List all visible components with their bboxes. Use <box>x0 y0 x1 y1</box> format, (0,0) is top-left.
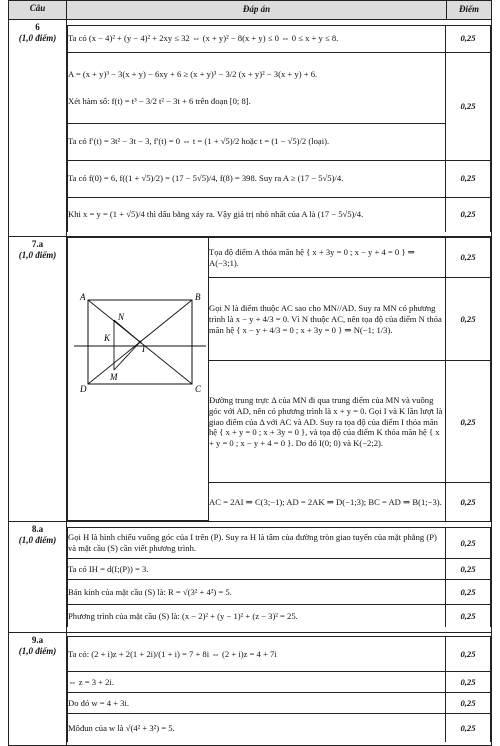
q8-step-text: Bán kính của mặt cầu (S) là: R = √(3² + 4²) = 5. <box>68 580 446 605</box>
q8-step-text: Phương trình của mặt cầu (S) là: (x − 2)² + (y − 1)² + (z − 3)² = 25. <box>68 605 446 628</box>
q7-points: (1,0 điểm) <box>18 250 57 261</box>
q6-step-score: 0,25 <box>446 25 491 52</box>
table-header <box>9 1 492 20</box>
q7-label-cell <box>9 237 67 522</box>
answer-table <box>8 0 492 746</box>
q8-body <box>67 522 492 633</box>
q7-figure-cell <box>68 238 209 521</box>
rectangle-figure <box>68 238 208 520</box>
q9-row <box>68 693 491 714</box>
q9-number: 9.a <box>31 635 44 645</box>
q7-number: 7.a <box>31 239 44 249</box>
q7-step-score: 0,25 <box>446 483 491 521</box>
q9-step-score: 0,25 <box>446 693 491 714</box>
header-answer: Đáp án <box>67 1 447 20</box>
q6-step-text: Ta có (x − 4)² + (y − 4)² + 2xy ≤ 32 ⇔ (x + y)² − 8(x + y) ≤ 0 ⇔ 0 ≤ x + y ≤ 8. <box>68 25 446 52</box>
q6-step-text: Xét hàm số: f(t) = t³ − 3/2 t² − 3t + 6 trên đoạn [0; 8]. <box>68 95 251 106</box>
q8-number: 8.a <box>31 524 44 534</box>
q9-step-text: Môđun của w là √(4² + 3²) = 5. <box>68 714 446 743</box>
q6-step-text: A = (x + y)³ − 3(x + y) − 6xy + 6 ≥ (x + y)³ − 3/2 (x + y)² − 3(x + y) + 6. <box>68 68 318 79</box>
q8-step-text: Ta có IH = d(I;(P)) = 3. <box>68 559 446 580</box>
q9-body <box>67 633 492 746</box>
q9-step-text: Do đó w = 4 + 3i. <box>68 693 446 714</box>
q9-points: (1,0 điểm) <box>18 646 57 657</box>
q9-row <box>68 714 491 743</box>
q6-step-score: 0,25 <box>446 160 491 197</box>
q6-row <box>68 160 491 197</box>
q7-row <box>68 238 491 278</box>
q6-step-text: Ta có f′(t) = 3t² − 3t − 3, f′(t) = 0 ⇔ t = (1 + √5)/2 hoặc t = (1 − √5)/2 (loại). <box>68 123 446 160</box>
q6-row <box>68 52 491 123</box>
q8-step-text: Gọi H là hình chiếu vuông góc của I trên (P). Suy ra H là tâm của đường tròn giao tuyến của mặt phẳng (P) và mặt cầu (S) cần viết phương trình. <box>68 528 446 559</box>
question-6 <box>9 20 492 237</box>
label-N: N <box>118 312 125 322</box>
q8-row <box>68 528 491 559</box>
q8-step-score: 0,25 <box>446 528 491 559</box>
label-C: C <box>195 384 202 394</box>
q6-row <box>68 197 491 232</box>
label-B: B <box>195 292 201 302</box>
q6-step-text: Khi x = y = (1 + √5)/4 thì dấu bằng xảy ra. Vậy giá trị nhỏ nhất của A là (17 − 5√5)/4. <box>68 197 446 232</box>
q6-step-text: Ta có f(0) = 6, f((1 + √5)/2) = (17 − 5√5)/4, f(8) = 398. Suy ra A ≥ (17 − 5√5)/4. <box>68 160 446 197</box>
q7-step-text: AC = 2AI ⇒ C(3;−1); AD = 2AK ⇒ D(−1;3); BC = AD ⇒ B(1;−3). <box>209 483 446 521</box>
q6-number: 6 <box>35 22 40 32</box>
label-D: D <box>80 384 87 394</box>
q8-step-score: 0,25 <box>446 605 491 628</box>
label-M: M <box>110 372 118 382</box>
question-9a <box>9 633 492 746</box>
q8-points: (1,0 điểm) <box>18 535 57 546</box>
q7-step-text: Đường trung trực Δ của MN đi qua trung điểm của MN và vuông góc với AD, nên có phương trình là x + y = 0. Gọi I và K lần lượt là giao điểm của Δ với AC và AD. Suy ra tọa độ của điểm I thỏa mãn hệ { x + y = 0 ; x + 3y = 0 }, và tọa độ của điểm K thỏa mãn hệ { x + y = 0 ; x − y + 4 = 0 }. Do đó I(0; 0) và K(−2;2). <box>209 361 446 483</box>
q9-step-text: ⇔ z = 3 + 2i. <box>68 672 446 693</box>
q9-label-cell <box>9 633 67 746</box>
q9-row <box>68 672 491 693</box>
q9-step-score: 0,25 <box>446 637 491 672</box>
q7-step-score: 0,25 <box>446 361 491 483</box>
q7-step-score: 0,25 <box>446 278 491 361</box>
q6-points: (1,0 điểm) <box>18 33 57 44</box>
q7-body <box>67 237 492 522</box>
header-question: Câu <box>9 1 67 20</box>
q7-step-score: 0,25 <box>446 238 491 278</box>
q8-row <box>68 605 491 628</box>
q6-row <box>68 123 491 160</box>
label-K: K <box>104 333 111 343</box>
question-8a <box>9 522 492 633</box>
q6-row <box>68 25 491 52</box>
q6-label-cell <box>9 20 67 237</box>
q9-row <box>68 637 491 672</box>
q6-step-group <box>68 52 446 123</box>
q6-step-score: 0,25 <box>446 52 491 160</box>
q7-step-text: Tọa độ điểm A thỏa mãn hệ { x + 3y = 0 ; x − y + 4 = 0 } ⇒ A(−3;1). <box>209 238 446 278</box>
q7-step-text: Gọi N là điểm thuộc AC sao cho MN//AD. Suy ra MN có phương trình là x − y + 4/3 = 0. Vì N thuộc AC, nên tọa độ của điểm N thỏa mãn hệ { x − y + 4/3 = 0 ; x + 3y = 0 } ⇒ N(−1; 1/3). <box>209 278 446 361</box>
q9-step-score: 0,25 <box>446 714 491 743</box>
label-A: A <box>80 292 86 302</box>
q8-step-score: 0,25 <box>446 559 491 580</box>
answer-key-page <box>8 0 492 746</box>
q8-step-score: 0,25 <box>446 580 491 605</box>
header-score: Điểm <box>447 1 492 20</box>
q9-step-score: 0,25 <box>446 672 491 693</box>
q6-step-score: 0,25 <box>446 197 491 232</box>
q9-step-text: Ta có: (2 + i)z + 2(1 + 2i)/(1 + i) = 7 + 8i ⇔ (2 + i)z = 4 + 7i <box>68 637 446 672</box>
q6-body <box>67 20 492 237</box>
question-7a <box>9 237 492 522</box>
q8-row <box>68 559 491 580</box>
q8-label-cell <box>9 522 67 633</box>
label-I: I <box>142 344 145 354</box>
q8-row <box>68 580 491 605</box>
